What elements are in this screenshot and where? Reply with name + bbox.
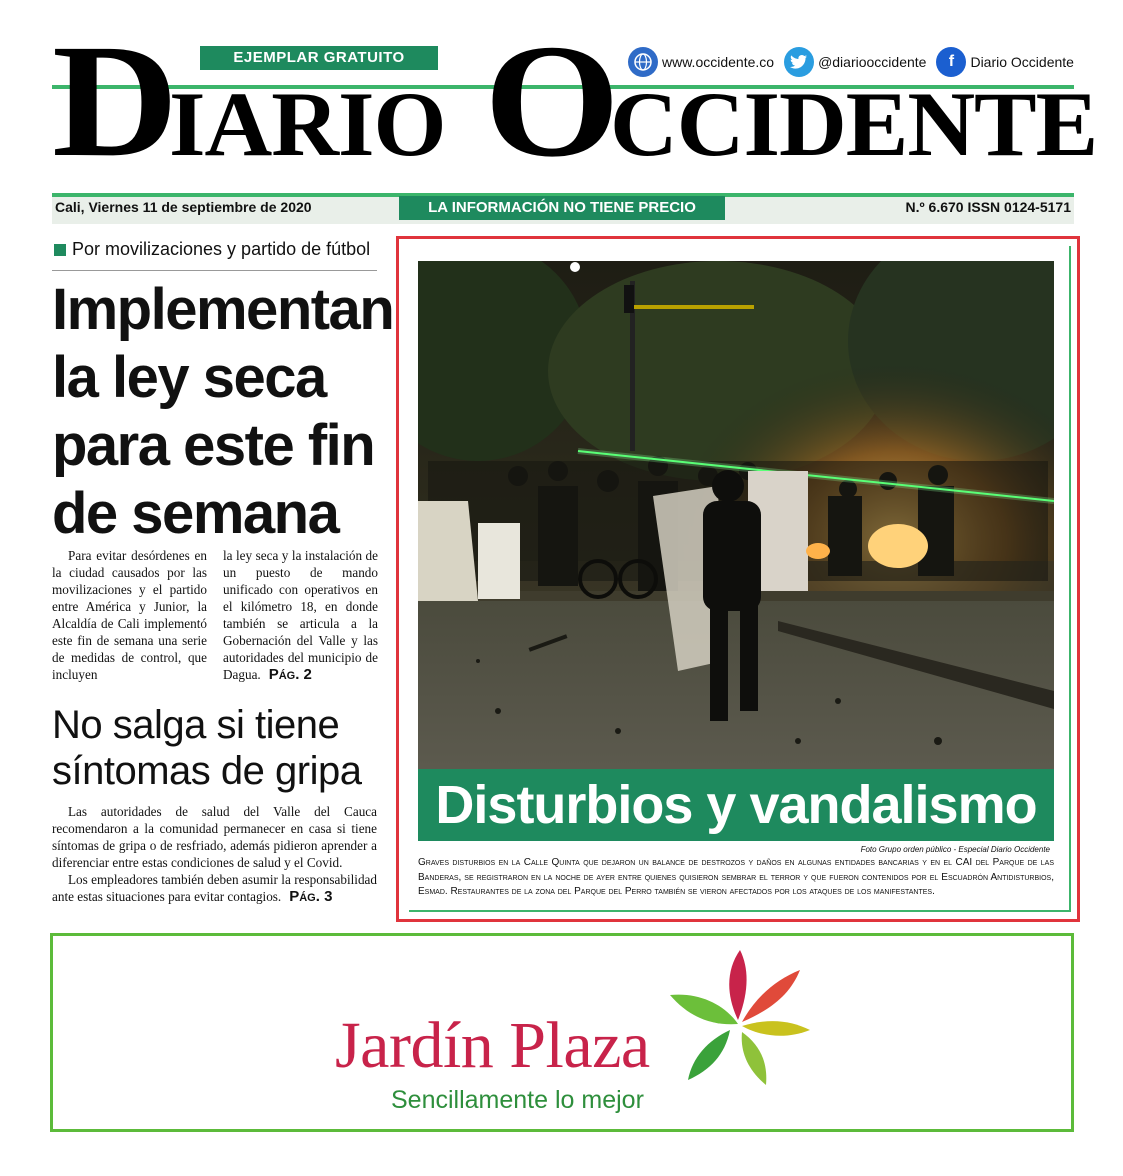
feature-headline[interactable]: Disturbios y vandalismo xyxy=(418,769,1054,841)
flower-logo-icon xyxy=(630,940,820,1095)
green-square-icon xyxy=(54,244,66,256)
lead-body-col1: Para evitar desórdenes en la ciudad causados por las movilizaciones y el partido entre América y Junior, la Alcaldía de Cali implementó este fin de semana una serie de medidas de control, que incluyen xyxy=(52,548,207,682)
masthead-title: DIARIO OCCIDENTE xyxy=(52,12,1098,191)
photo-credit: Foto Grupo orden público - Especial Diario Occidente xyxy=(860,845,1050,854)
free-copy-badge: EJEMPLAR GRATUITO xyxy=(200,46,438,70)
ad-slogan: Sencillamente lo mejor xyxy=(391,1086,644,1114)
photo-caption: Graves disturbios en la Calle Quinta que dejaron un balance de destrozos y daños en algunas entidades bancarias y en el CAI del Parque de las Banderas, se registraron en la noche de ayer entre quienes quisieron sembrar el terror y que fueron contenidos por el Escuadrón Antidisturbios, Esmad. Restaurantes de la zona del Parque del Perro también se vieron afectados por los ataques de los manifestantes. xyxy=(418,857,1054,897)
lead-page-ref[interactable]: Pág. 2 xyxy=(268,666,312,683)
feature-photo[interactable] xyxy=(418,261,1054,769)
lead-body-col2: la ley seca y la instalación de un puesto de mando unificado con operativos en el kilómetro 18, en donde también se articula a la Gobernación del Valle y las autoridades del municipio de Dagua. Pág. 2 xyxy=(223,548,378,683)
ad-brand-name: Jardín Plaza xyxy=(335,1009,650,1082)
facebook-icon: f xyxy=(936,47,966,77)
second-body: Las autoridades de salud del Valle del Cauca recomendaron a la comunidad permanecer en casa si tiene síntomas de gripa o de resfriado, además pidieron aprender a diferenciar entre estas condiciones de salud y el Covid. Los empleadores también deben asumir la responsabilidad ante estas situaciones para evitar contagios. Pág. 3 xyxy=(52,804,377,905)
tagline: LA INFORMACIÓN NO TIENE PRECIO xyxy=(399,196,725,220)
facebook-link[interactable]: Diario Occidente xyxy=(970,54,1074,70)
issue-number: N.º 6.670 ISSN 0124-5171 xyxy=(905,199,1071,215)
second-page-ref[interactable]: Pág. 3 xyxy=(289,888,333,905)
lead-headline[interactable]: Implementan la ley seca para este fin de semana xyxy=(52,277,394,546)
second-headline[interactable]: No salga si tiene síntomas de gripa xyxy=(52,703,362,793)
website-link[interactable]: www.occidente.co xyxy=(662,54,775,70)
lead-kicker: Por movilizaciones y partido de fútbol xyxy=(54,239,370,260)
kicker-rule xyxy=(52,270,377,271)
issue-date: Cali, Viernes 11 de septiembre de 2020 xyxy=(55,199,312,215)
twitter-link[interactable]: @diariooccidente xyxy=(818,54,927,70)
